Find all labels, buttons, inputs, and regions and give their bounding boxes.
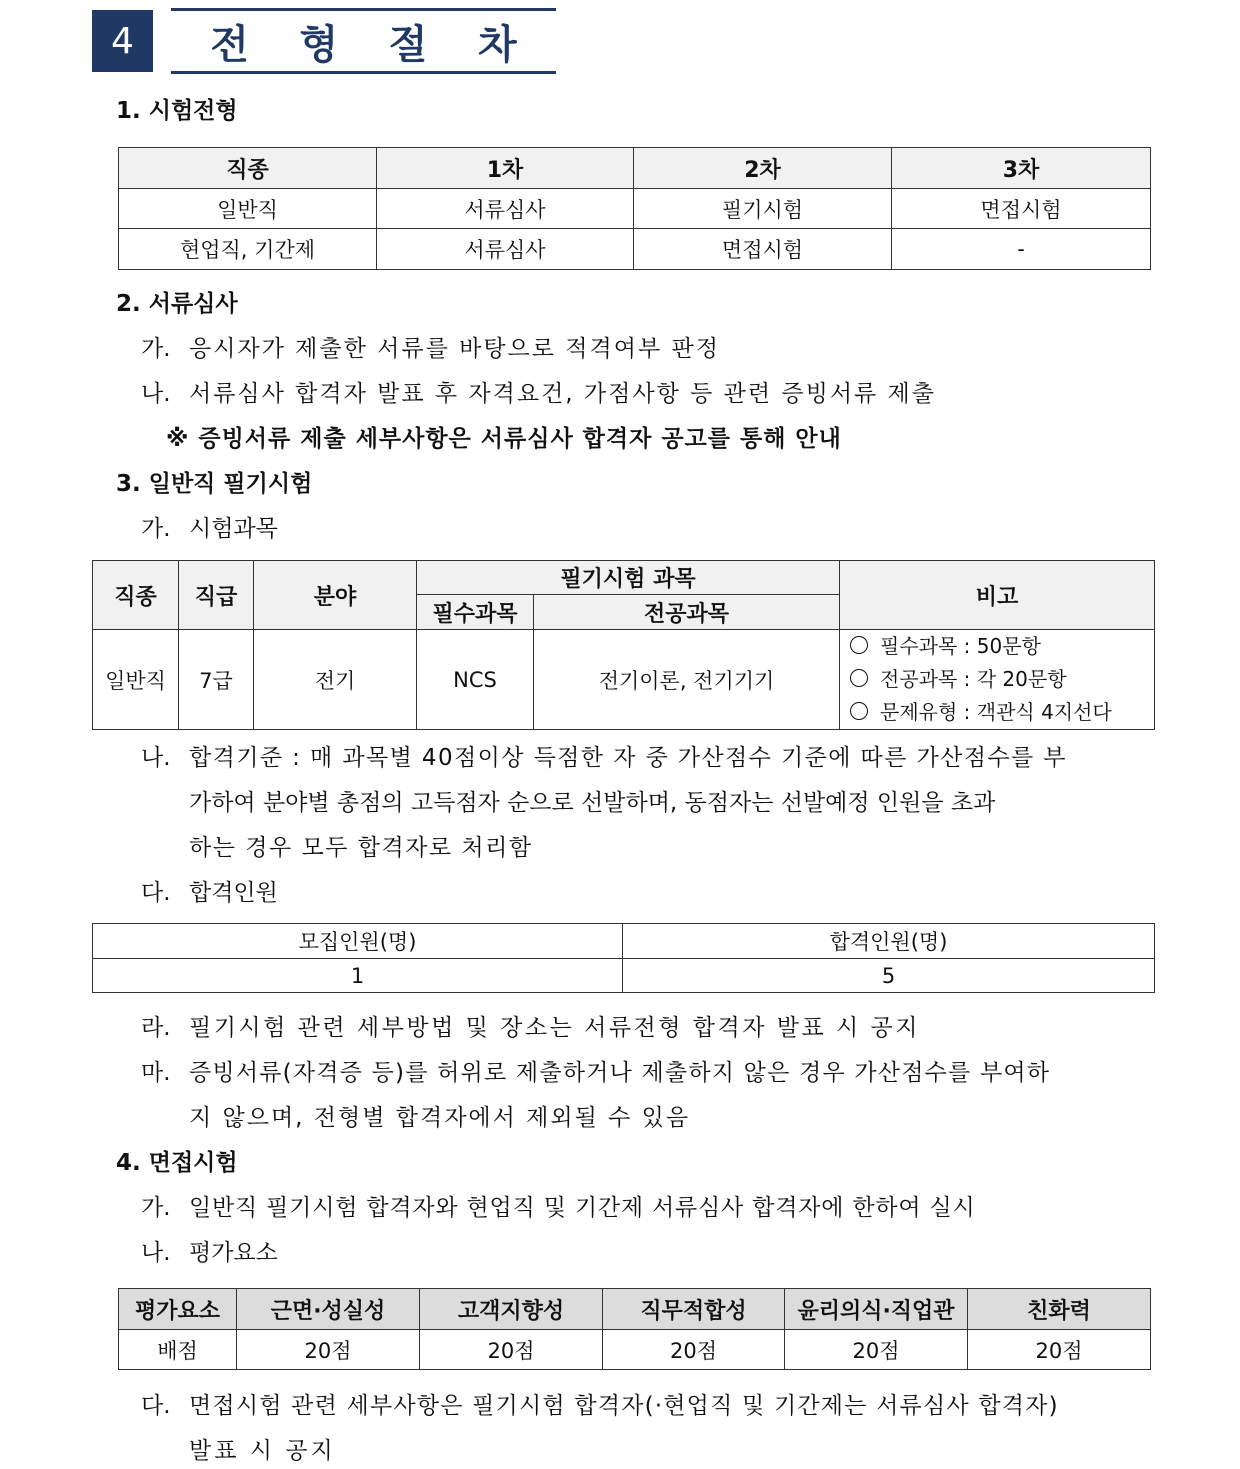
list-label: 라. bbox=[141, 1015, 171, 1041]
list-text: 시험과목 bbox=[189, 516, 278, 542]
list-item bbox=[141, 379, 936, 409]
table-cell: 필기시험 bbox=[634, 189, 892, 229]
heading-document-review: 2. 서류심사 bbox=[116, 291, 238, 317]
table-row bbox=[93, 959, 1155, 993]
pass-count-table bbox=[92, 923, 1155, 993]
evaluation-table bbox=[118, 1288, 1151, 1370]
table-header: 근면·성실성 bbox=[237, 1289, 420, 1330]
table-cell-notes bbox=[840, 630, 1155, 730]
list-text: 면접시험 관련 세부사항은 필기시험 합격자(·현업직 및 기간제는 서류심사 합격자) bbox=[189, 1393, 1059, 1419]
table-cell: 전기 bbox=[254, 630, 417, 730]
table-header: 직무적합성 bbox=[603, 1289, 785, 1330]
table-header: 분야 bbox=[254, 561, 417, 630]
table-cell: - bbox=[892, 229, 1151, 270]
table-row bbox=[93, 630, 1155, 730]
table-header: 평가요소 bbox=[119, 1289, 237, 1330]
note-line bbox=[850, 630, 1154, 663]
table-cell: 면접시험 bbox=[634, 229, 892, 270]
table-cell: 일반직 bbox=[119, 189, 377, 229]
table-cell: 5 bbox=[623, 959, 1155, 993]
list-text-continued: 하는 경우 모두 합격자로 처리함 bbox=[189, 835, 533, 861]
list-text: 증빙서류(자격증 등)를 허위로 제출하거나 제출하지 않은 경우 가산점수를 부여하 bbox=[189, 1060, 1051, 1086]
circle-bullet-icon bbox=[850, 669, 868, 687]
list-item bbox=[141, 878, 278, 908]
table-cell: 20점 bbox=[420, 1330, 603, 1370]
table-cell: 면접시험 bbox=[892, 189, 1151, 229]
list-text-continued: 지 않으며, 전형별 합격자에서 제외될 수 있음 bbox=[189, 1105, 691, 1131]
list-item bbox=[141, 1238, 278, 1268]
table-cell: 서류심사 bbox=[377, 229, 634, 270]
title-char: 전 bbox=[210, 21, 249, 68]
table-header: 3차 bbox=[892, 148, 1151, 189]
table-cell: 20점 bbox=[785, 1330, 968, 1370]
table-header: 필수과목 bbox=[417, 595, 534, 630]
note-text: ※ 증빙서류 제출 세부사항은 서류심사 합격자 공고를 통해 안내 bbox=[166, 426, 842, 452]
list-item bbox=[141, 1013, 920, 1043]
list-text: 응시자가 제출한 서류를 바탕으로 적격여부 판정 bbox=[189, 336, 720, 362]
table-cell: 1 bbox=[93, 959, 623, 993]
table-cell: 7급 bbox=[179, 630, 254, 730]
title-char: 형 bbox=[299, 21, 339, 68]
section-title bbox=[171, 8, 556, 74]
list-label: 가. bbox=[141, 516, 171, 542]
list-label: 나. bbox=[141, 1240, 171, 1266]
table-cell: 20점 bbox=[237, 1330, 420, 1370]
list-text: 합격기준 : 매 과목별 40점이상 득점한 자 중 가산점수 기준에 따른 가산점수를 부 bbox=[189, 745, 1067, 771]
table-header: 고객지향성 bbox=[420, 1289, 603, 1330]
list-text: 서류심사 합격자 발표 후 자격요건, 가점사항 등 관련 증빙서류 제출 bbox=[189, 381, 936, 407]
list-label: 가. bbox=[141, 336, 171, 362]
table-cell: 전기이론, 전기기기 bbox=[534, 630, 840, 730]
table-header: 친화력 bbox=[968, 1289, 1151, 1330]
list-item bbox=[141, 1058, 1050, 1088]
list-item bbox=[141, 334, 720, 364]
table-header: 필기시험 과목 bbox=[417, 561, 840, 595]
table-row bbox=[119, 189, 1151, 229]
list-text: 필기시험 관련 세부방법 및 장소는 서류전형 합격자 발표 시 공지 bbox=[189, 1015, 920, 1041]
note-line bbox=[850, 663, 1154, 696]
table-cell: 20점 bbox=[603, 1330, 785, 1370]
table-cell: 배점 bbox=[119, 1330, 237, 1370]
table-header: 합격인원(명) bbox=[623, 924, 1155, 959]
list-text-continued: 발표 시 공지 bbox=[189, 1438, 336, 1464]
heading-written-exam: 3. 일반직 필기시험 bbox=[116, 471, 313, 497]
note-text: 문제유형 : 객관식 4지선다 bbox=[880, 700, 1112, 724]
table-header: 전공과목 bbox=[534, 595, 840, 630]
list-text-continued: 가하여 분야별 총점의 고득점자 순으로 선발하며, 동점자는 선발예정 인원을 초과 bbox=[189, 790, 996, 816]
heading-interview: 4. 면접시험 bbox=[116, 1150, 238, 1176]
circle-bullet-icon bbox=[850, 702, 868, 720]
note-text: 전공과목 : 각 20문항 bbox=[880, 667, 1067, 691]
list-label: 다. bbox=[141, 880, 171, 906]
list-item bbox=[141, 1193, 976, 1223]
table-header: 비고 bbox=[840, 561, 1155, 630]
title-char: 차 bbox=[478, 21, 517, 68]
note-text: 필수과목 : 50문항 bbox=[880, 634, 1041, 658]
note-line bbox=[850, 696, 1154, 729]
heading-exam-process: 1. 시험전형 bbox=[116, 98, 238, 124]
stage-table bbox=[118, 147, 1151, 270]
table-header: 모집인원(명) bbox=[93, 924, 623, 959]
subject-table bbox=[92, 560, 1155, 730]
list-item bbox=[141, 1391, 1059, 1421]
table-header: 직급 bbox=[179, 561, 254, 630]
table-header: 직종 bbox=[93, 561, 179, 630]
table-cell: NCS bbox=[417, 630, 534, 730]
table-cell: 일반직 bbox=[93, 630, 179, 730]
section-number-badge: 4 bbox=[92, 10, 153, 72]
list-text: 일반직 필기시험 합격자와 현업직 및 기간제 서류심사 합격자에 한하여 실시 bbox=[189, 1195, 976, 1221]
list-text: 평가요소 bbox=[189, 1240, 278, 1266]
list-label: 나. bbox=[141, 745, 171, 771]
list-text: 합격인원 bbox=[189, 880, 278, 906]
table-header: 윤리의식·직업관 bbox=[785, 1289, 968, 1330]
table-header: 직종 bbox=[119, 148, 377, 189]
table-row bbox=[119, 1330, 1151, 1370]
list-item bbox=[141, 514, 278, 544]
list-label: 가. bbox=[141, 1195, 171, 1221]
table-cell: 20점 bbox=[968, 1330, 1151, 1370]
list-item bbox=[141, 743, 1151, 773]
circle-bullet-icon bbox=[850, 636, 868, 654]
table-cell: 현업직, 기간제 bbox=[119, 229, 377, 270]
table-header: 1차 bbox=[377, 148, 634, 189]
list-label: 마. bbox=[141, 1060, 171, 1086]
table-cell: 서류심사 bbox=[377, 189, 634, 229]
title-char: 절 bbox=[388, 21, 428, 68]
table-header: 2차 bbox=[634, 148, 892, 189]
list-label: 다. bbox=[141, 1393, 171, 1419]
list-label: 나. bbox=[141, 381, 171, 407]
table-row bbox=[119, 229, 1151, 270]
